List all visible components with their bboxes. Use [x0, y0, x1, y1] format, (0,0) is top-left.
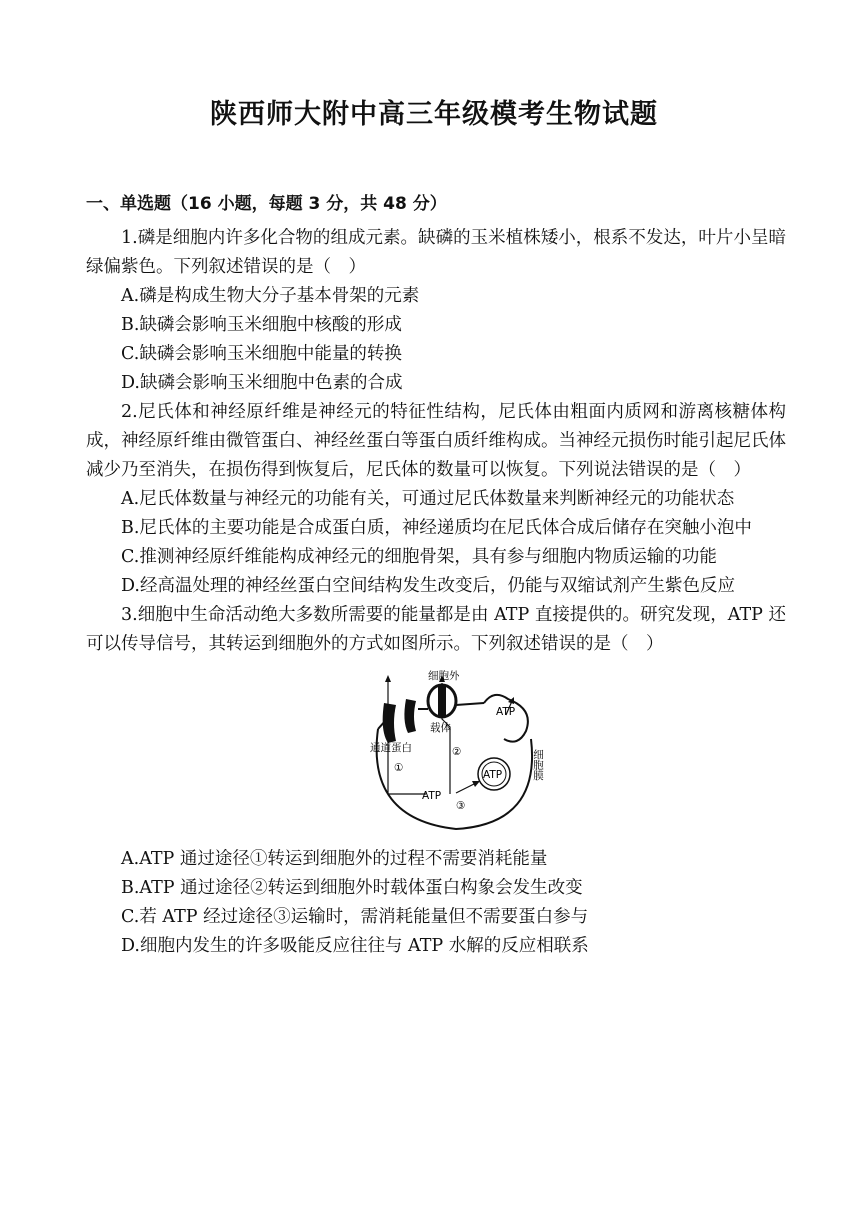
- label-path2: ②: [452, 746, 462, 758]
- option-c: C.推测神经原纤维能构成神经元的细胞骨架，具有参与细胞内物质运输的功能: [121, 547, 717, 567]
- path3-arrow: [456, 783, 476, 793]
- option-d: D.细胞内发生的许多吸能反应往往与 ATP 水解的反应相联系: [121, 936, 589, 956]
- atp-transport-diagram: [86, 669, 786, 839]
- option-b: B.缺磷会影响玉米细胞中核酸的形成: [121, 315, 402, 335]
- option-b: B.ATP 通过途径②转运到细胞外时载体蛋白构象会发生改变: [121, 878, 583, 898]
- question-stem: 3.细胞中生命活动绝大多数所需要的能量都是由 ATP 直接提供的。研究发现，ATP 还可以传导信号，其转运到细胞外的方式如图所示。下列叙述错误的是（ ）: [86, 605, 786, 654]
- channel-protein-left: [383, 703, 396, 743]
- option-d: D.经高温处理的神经丝蛋白空间结构发生改变后，仍能与双缩试剂产生紫色反应: [121, 576, 735, 596]
- option-d: D.缺磷会影响玉米细胞中色素的合成: [121, 373, 403, 393]
- question-stem: 1.磷是细胞内许多化合物的组成元素。缺磷的玉米植株矮小，根系不发达，叶片小呈暗绿偏紫色。下列叙述错误的是（ ）: [86, 228, 786, 277]
- question-stem: 2.尼氏体和神经原纤维是神经元的特征性结构，尼氏体由粗面内质网和游离核糖体构成，神经原纤维由微管蛋白、神经丝蛋白等蛋白质纤维构成。当神经元损伤时能引起尼氏体减少乃至消失，在损伤得到恢复后，尼氏体的数量可以恢复。下列说法错误的是（ ）: [86, 402, 786, 480]
- option-a: A.磷是构成生物大分子基本骨架的元素: [121, 286, 420, 306]
- option-c: C.若 ATP 经过途径③运输时，需消耗能量但不需要蛋白参与: [121, 907, 589, 927]
- channel-protein-right: [404, 699, 416, 733]
- vesicle-fusion-pocket: [484, 695, 528, 742]
- option-a: A.尼氏体数量与神经元的功能有关，可通过尼氏体数量来判断神经元的功能状态: [121, 489, 735, 509]
- membrane-segment: [456, 703, 484, 705]
- label-atp-released: ATP: [496, 706, 516, 718]
- label-channel-protein: 通道蛋白: [370, 742, 412, 754]
- section-heading: 一、单选题（16 小题，每题 3 分，共 48 分）: [86, 194, 447, 214]
- label-path3: ③: [456, 800, 466, 812]
- label-cell-exterior: 细胞外: [428, 670, 460, 682]
- option-a: A.ATP 通过途径①转运到细胞外的过程不需要消耗能量: [121, 849, 548, 869]
- label-cell-membrane: 细胞膜: [532, 749, 544, 781]
- question-3: [86, 601, 786, 961]
- arrowhead: [508, 697, 514, 704]
- option-c: C.缺磷会影响玉米细胞中能量的转换: [121, 344, 402, 364]
- label-atp-cytoplasm: ATP: [422, 790, 442, 802]
- page-title: 陕西师大附中高三年级模考生物试题: [210, 99, 658, 130]
- label-path1: ①: [394, 762, 404, 774]
- label-carrier: 载体: [430, 722, 451, 734]
- cell-diagram-svg: [366, 669, 556, 839]
- question-2: [86, 398, 786, 601]
- document-body: [86, 190, 786, 961]
- option-b: B.尼氏体的主要功能是合成蛋白质，神经递质均在尼氏体合成后储存在突触小泡中: [121, 518, 752, 538]
- arrowhead: [385, 675, 391, 682]
- question-1: [86, 224, 786, 398]
- label-atp-vesicle: ATP: [483, 769, 503, 781]
